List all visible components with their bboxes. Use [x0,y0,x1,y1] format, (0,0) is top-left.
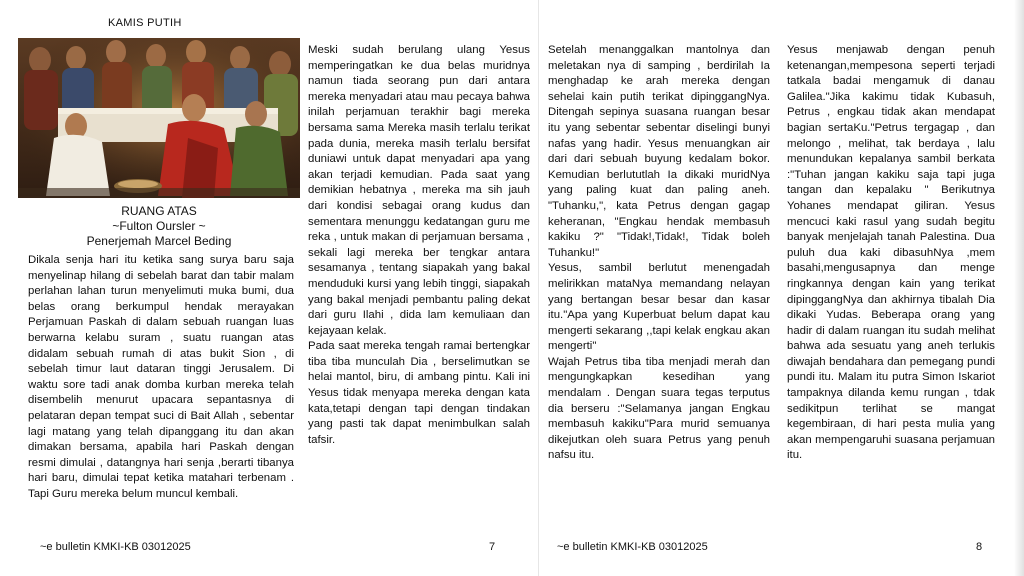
paragraph: Yesus, sambil berlutut menengadah melirikkan mataNya memandang nelayan yang bertangan besar besar dan kasar itu."Apa yang Kuperbuat belum dapat kau mengerti sekarang ,,tapi kelak engkau akan mengerti" [548,262,770,353]
last-supper-painting [18,38,300,198]
footer-page-number-left: 7 [489,541,496,553]
paragraph: Meski sudah berulang ulang Yesus memperingatkan ke dua belas muridnya namun tiada seorang pun dari antara mereka menyadari atau mau pecaya bahwa inilah perjamuan terakhir bagi mereka bersama sama Mereka masih terlalu terikat pada dunia, mereka masih terlalu bersifat duniawi untuk dapat menyadari apa yang akan terjadi kemudian. Pada saat yang demikian hebatnya , mereka ma sih jauh dari kondisi sebagai orang kudus dan sementara menunggu kedatangan guru me reka , untuk makan di perjamuan bersama , sekali lagi mereka ber tengkar antara sesamanya , tentang siapakah yang bakal menduduki kursi yang lebih tinggi, siapakah yang bakal menjadi pembantu paling dekat dari guru Ilahi , dida lam kemuliaan dan kejayaan kelak. [308,44,530,337]
text-column-1 [28,253,294,503]
footer-page-number-right: 8 [976,541,983,553]
text-column-3 [548,43,770,464]
paragraph: Dikala senja hari itu ketika sang surya baru saja menyelinap hilang di sebelah barat dan tabir malam perlahan lahan turun menyelimuti muka bumi, dua belas orang berkumpul hendak merayakan Perjamuan Paskah di dalam sebuah ruangan luas berwarna kelabu suram , suatu ruangan atas didalam sebuah rumah di atas bukit Sion , di sebelah timur laut dataran tinggi Jerusalem. Di waktu sore tadi anak domba kurban mereka telah disembelih menurut upacara sepantasnya di pelataran depan tempat suci di Bait Allah , sebentar lagi matang yang telah dipanggang itu dan akan dimakan bersama, apabila hari Paskah dengan resmi dimulai , datangnya hari senja ,berarti tibanya hari baru, dimulai tepat ketika matahari terbenam . Tapi Guru mereka belum muncul kembali. [28,254,294,500]
article-translator: Penerjemah Marcel Beding [86,234,232,248]
footer-bulletin-left: ~e bulletin KMKI-KB 03012025 [40,541,191,553]
article-title: RUANG ATAS [121,204,197,218]
paragraph: Pada saat mereka tengah ramai bertengkar tiba tiba munculah Dia , berselimutkan se helai mantol, biru, di ambang pintu. Kali ini Yesus tidak menyapa mereka dengan kata kata,tetapi dengan tapi dengan tindakan yang pasti tak dapat menimbulkan salah tafsir. [308,340,530,446]
paragraph: Setelah menanggalkan mantolnya dan meletakan nya di samping , berdirilah Ia menghadap ke arah mereka dengan sehelai kain putih terikat dipinggangNya. Ditengah sepinya suasana ruangan besar itu yang sebentar sebentar diselingi bunyi nafas yang hadir. Yesus menuangkan air dari dari sebuah buyung kedalam bokor. Kemudian berlututlah Ia dikaki muridNya yang paling kuat dan paling aneh. "Tuhanku,", kata Petrus dengan gagap keheranan, "Engkau hendak membasuh kakiku ?" "Tidak!,Tidak!, Tidak boleh Tuhanku!" [548,44,770,259]
page-edge-shadow [1014,0,1024,576]
page-header: KAMIS PUTIH [108,17,182,29]
paragraph: Yesus menjawab dengan penuh ketenangan,mempesona seperti terjadi tatkala badai mengamuk di danau Galilea."Jika kakimu tidak Kubasuh, Petrus , engkau tidak akan mendapat bagian sertaKu."Petrus tergagap , dan melongo , melihat, tak berdaya , lalu menundukan kepalanya sambil berkata :"Tuhan jangan kakiku saja tapi juga tangan dan kepalaku " Berikutnya Yohanes mendapat giliran. Yesus mencuci kaki rasul yang sudah begitu banyak menjelajah tanah Palestina. Dua puluh dua kaki dibasuhNya ,mem basahi,mengusapnya dan menge ringkannya dengan kain yang terikat dipinggangNya dan akhirnya tibalah Dia dikaki Yudas. Beberapa orang yang hadir di dalam ruangan itu sudah melihat bahwa ada sesuatu yang aneh terlukis diwajah bendahara dan pemegang pundi pundi itu. Malam itu putra Simon Iskariot tampaknya dilanda kemu rungan , tdak sedikitpun terlihat se mangat kegembiraan, di hari pesta mulia yang akan mempengaruhi suasana perjamuan itu. [787,44,995,462]
paragraph: Wajah Petrus tiba tiba menjadi merah dan mengungkapkan kesedihan yang mendalam . Dengan suara tegas terputus dia berseru :"Selamanya jangan Engkau membasuh kakiku"Para murid semuanya dikejutkan oleh suara Petrus yang penuh nafsu itu. [548,355,770,462]
article-author: ~Fulton Oursler ~ [112,219,206,233]
text-column-2 [308,43,530,448]
footer-bulletin-right: ~e bulletin KMKI-KB 03012025 [557,541,708,553]
text-column-4 [787,43,995,464]
page-divider [538,0,539,576]
